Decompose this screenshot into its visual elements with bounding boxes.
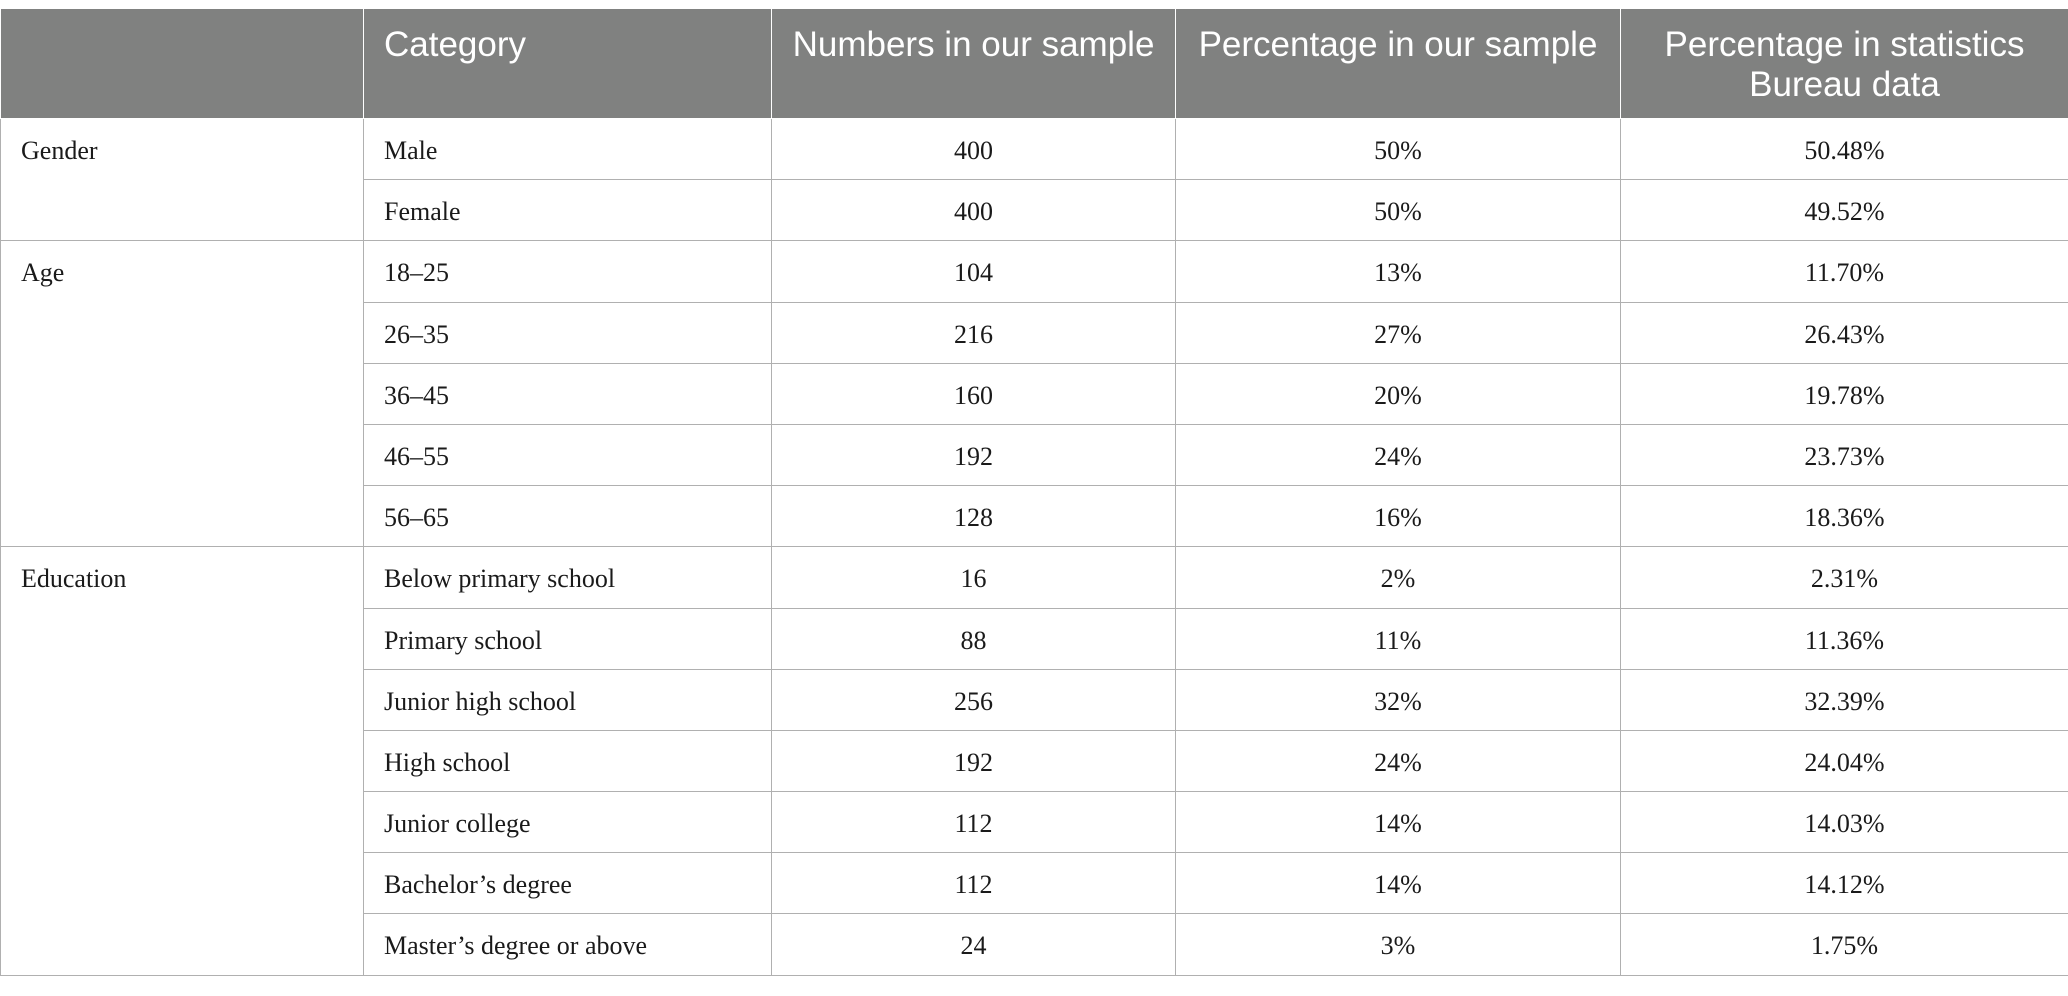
percent-sample-cell: 24% xyxy=(1176,730,1621,791)
percent-sample-cell: 3% xyxy=(1176,914,1621,975)
percent-sample-cell: 14% xyxy=(1176,792,1621,853)
percent-bureau-cell: 2.31% xyxy=(1621,547,2068,608)
number-cell: 16 xyxy=(772,547,1176,608)
table-row xyxy=(1,241,2068,302)
group-label-age: Age xyxy=(1,241,364,547)
category-cell: 36–45 xyxy=(364,363,772,424)
percent-sample-cell: 16% xyxy=(1176,486,1621,547)
header-percent-sample: Percentage in our sample xyxy=(1176,9,1621,119)
percent-bureau-cell: 32.39% xyxy=(1621,669,2068,730)
category-cell: Male xyxy=(364,119,772,180)
category-cell: High school xyxy=(364,730,772,791)
table-row xyxy=(1,547,2068,608)
number-cell: 192 xyxy=(772,730,1176,791)
category-cell: Below primary school xyxy=(364,547,772,608)
number-cell: 112 xyxy=(772,853,1176,914)
category-cell: Female xyxy=(364,180,772,241)
header-percent-bureau: Percentage in statistics Bureau data xyxy=(1621,9,2068,119)
percent-bureau-cell: 19.78% xyxy=(1621,363,2068,424)
percent-bureau-cell: 24.04% xyxy=(1621,730,2068,791)
percent-sample-cell: 50% xyxy=(1176,119,1621,180)
category-cell: 46–55 xyxy=(364,424,772,485)
percent-bureau-cell: 18.36% xyxy=(1621,486,2068,547)
percent-bureau-cell: 26.43% xyxy=(1621,302,2068,363)
category-cell: Junior high school xyxy=(364,669,772,730)
percent-sample-cell: 2% xyxy=(1176,547,1621,608)
demographics-table xyxy=(0,8,2068,976)
header-numbers: Numbers in our sample xyxy=(772,9,1176,119)
number-cell: 216 xyxy=(772,302,1176,363)
table-row xyxy=(1,119,2068,180)
category-cell: 56–65 xyxy=(364,486,772,547)
header-category: Category xyxy=(364,9,772,119)
number-cell: 88 xyxy=(772,608,1176,669)
number-cell: 400 xyxy=(772,119,1176,180)
number-cell: 192 xyxy=(772,424,1176,485)
percent-sample-cell: 14% xyxy=(1176,853,1621,914)
number-cell: 160 xyxy=(772,363,1176,424)
number-cell: 112 xyxy=(772,792,1176,853)
percent-sample-cell: 24% xyxy=(1176,424,1621,485)
number-cell: 400 xyxy=(772,180,1176,241)
category-cell: Master’s degree or above xyxy=(364,914,772,975)
percent-bureau-cell: 11.36% xyxy=(1621,608,2068,669)
percent-sample-cell: 27% xyxy=(1176,302,1621,363)
number-cell: 24 xyxy=(772,914,1176,975)
group-label-education: Education xyxy=(1,547,364,975)
percent-bureau-cell: 49.52% xyxy=(1621,180,2068,241)
category-cell: 26–35 xyxy=(364,302,772,363)
percent-bureau-cell: 14.03% xyxy=(1621,792,2068,853)
percent-sample-cell: 13% xyxy=(1176,241,1621,302)
percent-bureau-cell: 1.75% xyxy=(1621,914,2068,975)
percent-bureau-cell: 14.12% xyxy=(1621,853,2068,914)
percent-sample-cell: 32% xyxy=(1176,669,1621,730)
percent-bureau-cell: 23.73% xyxy=(1621,424,2068,485)
category-cell: Junior college xyxy=(364,792,772,853)
percent-bureau-cell: 11.70% xyxy=(1621,241,2068,302)
group-label-gender: Gender xyxy=(1,119,364,241)
percent-sample-cell: 11% xyxy=(1176,608,1621,669)
category-cell: 18–25 xyxy=(364,241,772,302)
number-cell: 104 xyxy=(772,241,1176,302)
number-cell: 128 xyxy=(772,486,1176,547)
percent-sample-cell: 50% xyxy=(1176,180,1621,241)
header-group xyxy=(1,9,364,119)
category-cell: Primary school xyxy=(364,608,772,669)
percent-sample-cell: 20% xyxy=(1176,363,1621,424)
percent-bureau-cell: 50.48% xyxy=(1621,119,2068,180)
number-cell: 256 xyxy=(772,669,1176,730)
header-row xyxy=(1,9,2068,119)
category-cell: Bachelor’s degree xyxy=(364,853,772,914)
